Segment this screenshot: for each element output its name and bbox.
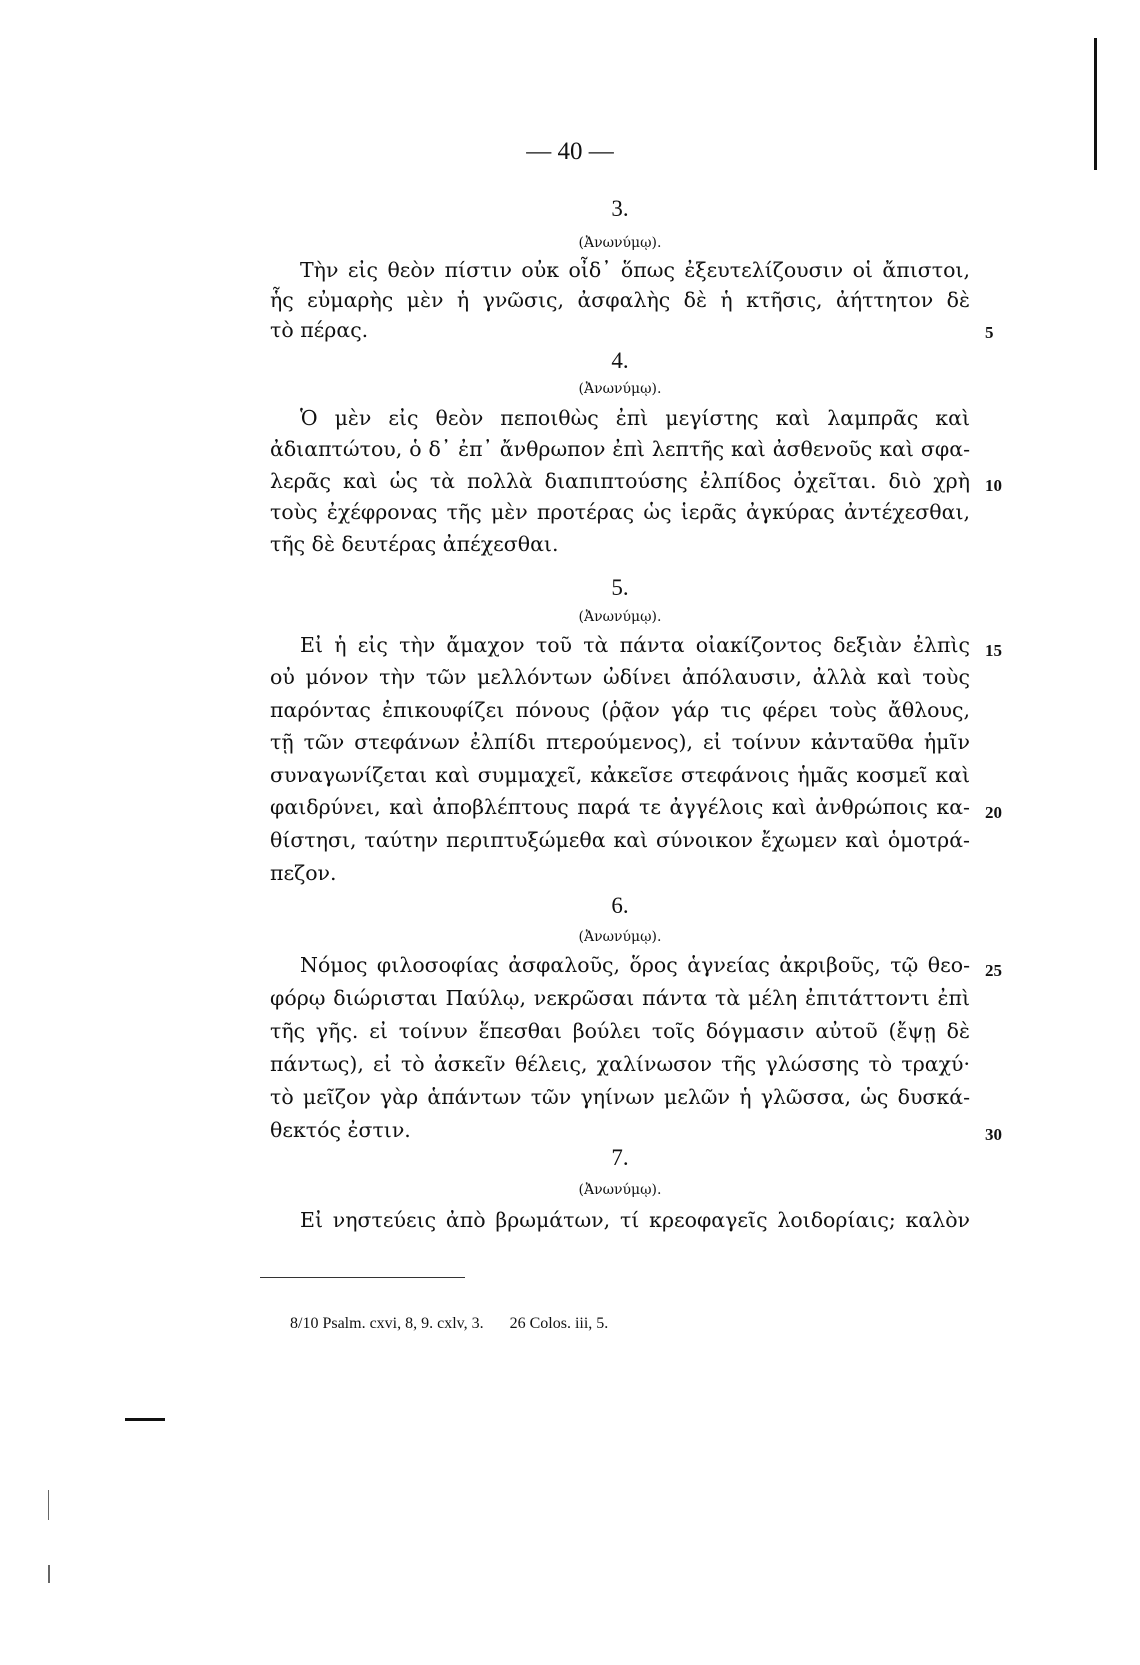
left-edge-tick-2	[48, 1565, 50, 1583]
text-line: ἧς εὐμαρὴς μὲν ἡ γνῶσις, ἀσφαλὴς δὲ ἡ κτῆσις, ἀήττητον δὲ	[270, 288, 970, 312]
text-line: οὐ μόνον τὴν τῶν μελλόντων ὠδίνει ἀπόλαυσιν, ἀλλὰ καὶ τοὺς	[270, 665, 970, 689]
text-line: παρόντας ἐπικουφίζει πόνους (ῥᾷον γάρ τις φέρει τοὺς ἄθλους,	[270, 698, 970, 722]
text-line: συναγωνίζεται καὶ συμμαχεῖ, κἀκεῖσε στεφάνοις ἡμᾶς κοσμεῖ καὶ	[270, 763, 970, 787]
text-line: τὸ πέρας.	[270, 318, 369, 342]
text-line: Εἰ ἡ εἰς τὴν ἄμαχον τοῦ τὰ πάντα οἰακίζοντος δεξιὰν ἐλπὶς	[300, 633, 970, 657]
text-line: τῆς γῆς. εἰ τοίνυν ἕπεσθαι βούλει τοῖς δόγμασιν αὐτοῦ (ἔψῃ δὲ	[270, 1019, 970, 1043]
footnote	[290, 1315, 630, 1333]
text-line: θεκτός ἐστιν.	[270, 1118, 411, 1142]
section-heading-3: 3.	[611, 196, 629, 221]
section-heading-6: 6.	[611, 893, 629, 918]
line-number: 5	[985, 323, 994, 342]
text-line: Νόμος φιλοσοφίας ἀσφαλοῦς, ὅρος ἁγνείας ἀκριβοῦς, τῷ θεο-	[300, 953, 970, 977]
line-number: 20	[985, 803, 1002, 822]
line-number: 30	[985, 1125, 1002, 1144]
left-scan-mark	[125, 1418, 165, 1421]
line-number: 25	[985, 961, 1002, 980]
text-line: τὸ μεῖζον γὰρ ἁπάντων τῶν γηίνων μελῶν ἡ γλῶσσα, ὡς δυσκά-	[270, 1085, 970, 1109]
line-number: 15	[985, 641, 1002, 660]
section-attribution-4: (Ἀνωνύμῳ).	[578, 381, 662, 397]
page-number: — 40 —	[526, 138, 614, 165]
footnote-separator	[260, 1277, 465, 1278]
text-line: Ὁ μὲν εἰς θεὸν πεποιθὼς ἐπὶ μεγίστης καὶ λαμπρᾶς καὶ	[300, 406, 970, 430]
text-line: Τὴν εἰς θεὸν πίστιν οὐκ οἶδ᾽ ὅπως ἐξευτελίζουσιν οἱ ἄπιστοι,	[300, 258, 970, 282]
text-line: φόρῳ διώρισται Παύλῳ, νεκρῶσαι πάντα τὰ μέλη ἐπιτάττοντι ἐπὶ	[270, 986, 970, 1010]
text-line: πάντως), εἰ τὸ ἀσκεῖν θέλεις, χαλίνωσον τῆς γλώσσης τὸ τραχύ·	[270, 1052, 970, 1076]
left-edge-tick	[48, 1490, 49, 1520]
text-line: τῇ τῶν στεφάνων ἐλπίδι πτερούμενος), εἰ τοίνυν κἀνταῦθα ἡμῖν	[270, 730, 970, 754]
text-line: ἀδιαπτώτου, ὁ δ᾽ ἐπ᾽ ἄνθρωπον ἐπὶ λεπτῆς καὶ ἀσθενοῦς καὶ σφα-	[270, 437, 970, 461]
section-attribution-7: (Ἀνωνύμῳ).	[578, 1182, 662, 1198]
footnote-reference-colossians: 26 Colos. iii, 5.	[509, 1315, 609, 1332]
section-heading-5: 5.	[611, 575, 629, 600]
section-attribution-5: (Ἀνωνύμῳ).	[578, 609, 662, 625]
text-line: θίστησι, ταύτην περιπτυξώμεθα καὶ σύνοικον ἔχωμεν καὶ ὁμοτρά-	[270, 828, 970, 852]
section-heading-4: 4.	[611, 348, 629, 373]
text-line: πεζον.	[270, 861, 337, 885]
section-attribution-6: (Ἀνωνύμῳ).	[578, 929, 662, 945]
section-heading-7: 7.	[611, 1145, 629, 1170]
text-line: φαιδρύνει, καὶ ἀποβλέπτους παρά τε ἀγγέλοις καὶ ἀνθρώποις κα-	[270, 795, 970, 819]
text-line: λερᾶς καὶ ὡς τὰ πολλὰ διαπιπτούσης ἐλπίδος ὀχεῖται. διὸ χρὴ	[270, 469, 970, 493]
text-line: τοὺς ἐχέφρονας τῆς μὲν προτέρας ὡς ἱερᾶς ἀγκύρας ἀντέχεσθαι,	[270, 500, 970, 524]
footnote-reference-psalm: 8/10 Psalm. cxvi, 8, 9. cxlv, 3.	[290, 1315, 484, 1332]
text-line: Εἰ νηστεύεις ἀπὸ βρωμάτων, τί κρεοφαγεῖς λοιδορίαις; καλὸν	[300, 1208, 970, 1232]
text-line: τῆς δὲ δευτέρας ἀπέχεσθαι.	[270, 532, 559, 556]
section-attribution-3: (Ἀνωνύμῳ).	[578, 235, 662, 251]
line-number: 10	[985, 476, 1002, 495]
